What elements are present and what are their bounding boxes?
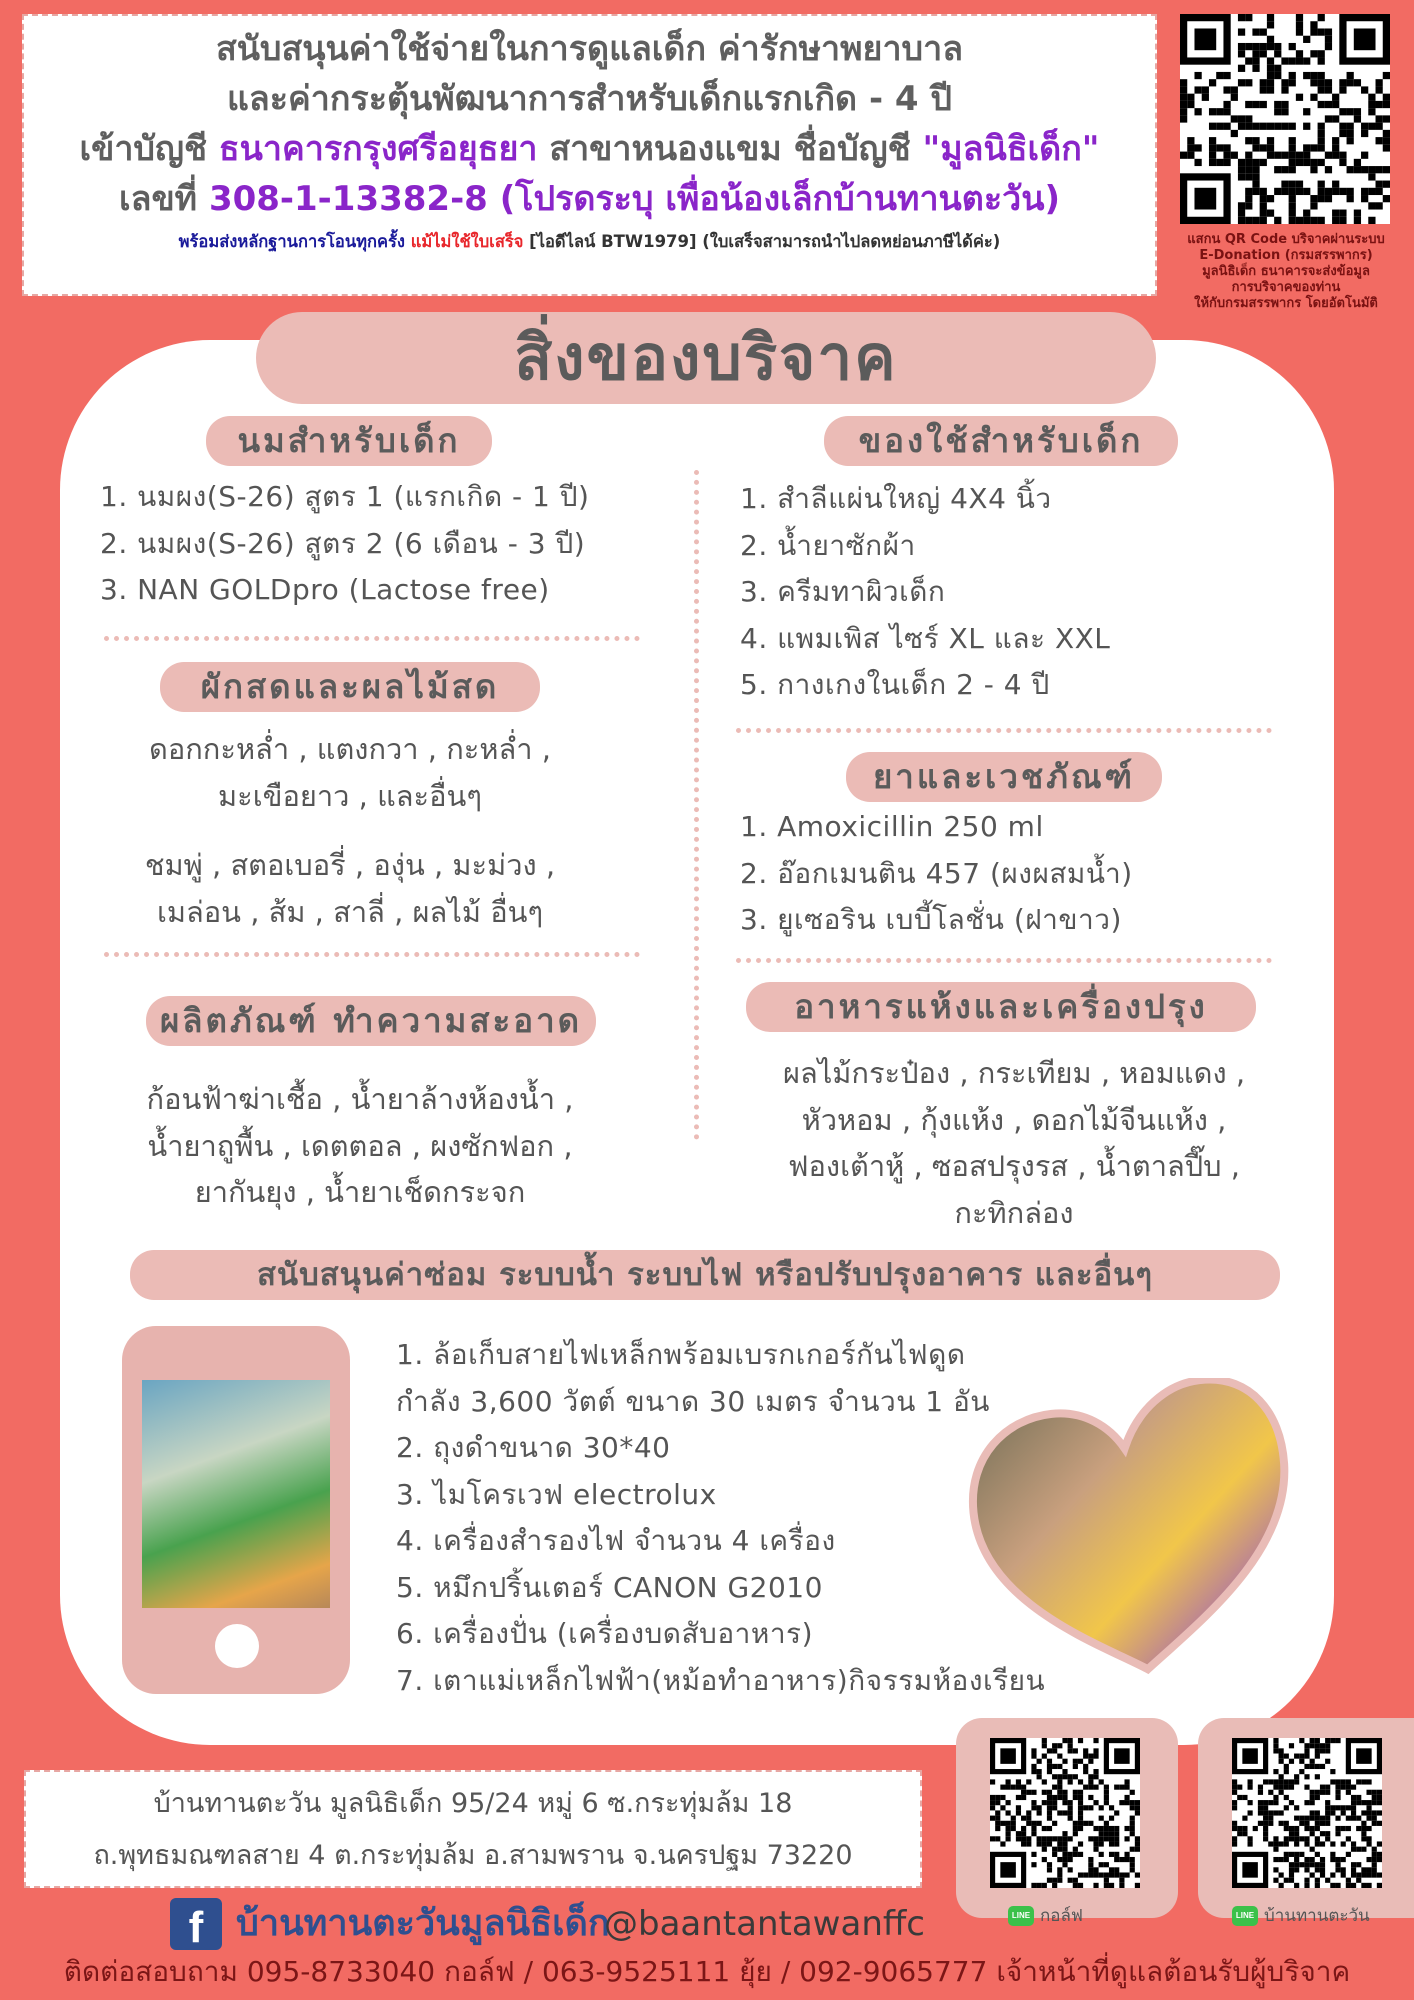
account-number: 308-1-13382-8 <box>208 179 488 219</box>
list-item: 4. เครื่องสำรองไฟ จำนวน 4 เครื่อง <box>396 1524 836 1557</box>
vegetable-list: ดอกกะหล่ำ , แตงกวา , กะหล่ำ , มะเขือยาว , และอื่นๆ <box>149 732 551 813</box>
medicine-list <box>740 804 1133 944</box>
divider <box>104 636 640 641</box>
divider <box>736 728 1272 733</box>
list-item: 6. เครื่องปั่น (เครื่องบดสับอาหาร) <box>396 1617 814 1650</box>
facebook-page-name[interactable]: บ้านทานตะวันมูลนิธิเด็ก <box>236 1903 610 1944</box>
cleaning-section-title: ผลิตภัณฑ์ ทำความสะอาด <box>146 996 596 1046</box>
qr-caption: แสกน QR Code บริจาคผ่านระบบ E-Donation (กรมสรรพากร) มูลนิธิเด็ก ธนาคารจะส่งข้อมูล การบริจาคของท่าน ให้กับกรมสรรพากร โดยอัตโนมัติ <box>1187 232 1385 311</box>
bank-name: ธนาคารกรุงศรีอยุธยา <box>218 129 538 169</box>
account-note: (โปรดระบุ เพื่อน้องเล็กบ้านทานตะวัน) <box>499 179 1060 219</box>
produce-section-title: ผักสดและผลไม้สด <box>160 662 540 712</box>
list-item: 5. หมึกปริ้นเตอร์ CANON G2010 <box>396 1570 823 1604</box>
list-item: 2. ถุงดำขนาด 30*40 <box>396 1431 671 1464</box>
list-item: 3. ไมโครเวฟ electrolux <box>396 1477 717 1511</box>
list-item: กำลัง 3,600 วัตต์ ขนาด 30 เมตร จำนวน 1 อัน <box>396 1384 990 1418</box>
list-item: 1. สำลีแผ่นใหญ่ 4X4 นิ้ว <box>740 482 1052 515</box>
list-item: 2. อ๊อกเมนติน 457 (ผงผสมน้ำ) <box>740 856 1133 890</box>
line-qr-baantantawan[interactable] <box>1232 1738 1382 1888</box>
address-line-1: บ้านทานตะวัน มูลนิธิเด็ก 95/24 หมู่ 6 ซ.กระทุ่มล้ม 18 <box>153 1788 793 1819</box>
list-item: 7. เตาแม่เหล็กไฟฟ้า(หม้อทำอาหาร)กิจรรมห้องเรียน <box>396 1663 1046 1697</box>
account-name: "มูลนิธิเด็ก" <box>922 129 1100 169</box>
address-box <box>24 1770 922 1888</box>
list-item: 5. กางเกงในเด็ก 2 - 4 ปี <box>740 668 1050 701</box>
list-item: 2. นมผง(S-26) สูตร 2 (6 เดือน - 3 ปี) <box>100 526 586 560</box>
fruit-list: ชมพู่ , สตอเบอรี่ , องุ่น , มะม่วง , เมล่อน , ส้ม , สาลี่ , ผลไม้ อื่นๆ <box>144 848 556 929</box>
header-line-2: และค่ากระตุ้นพัฒนาการสำหรับเด็กแรกเกิด - 4 ปี <box>227 79 952 119</box>
list-item: 1. นมผง(S-26) สูตร 1 (แรกเกิด - 1 ปี) <box>100 480 590 513</box>
line-icon: LINE <box>1008 1906 1034 1926</box>
list-item: 1. Amoxicillin 250 ml <box>740 810 1044 843</box>
repair-list <box>396 1332 1045 1704</box>
dry-food-section-title: อาหารแห้งและเครื่องปรุง <box>746 982 1256 1032</box>
medicine-section-title: ยาและเวชภัณฑ์ <box>846 752 1162 802</box>
kid-supplies-section-title: ของใช้สำหรับเด็ก <box>824 416 1178 466</box>
header-line-4: เลขที่ 308-1-13382-8 (โปรดระบุ เพื่อน้องเล็กบ้านทานตะวัน) <box>118 179 1060 219</box>
line-icon: LINE <box>1232 1906 1258 1926</box>
phone-home-button <box>215 1624 259 1668</box>
list-item: 3. NAN GOLDpro (Lactose free) <box>100 573 550 606</box>
donation-title: สิ่งของบริจาค <box>256 312 1156 404</box>
address-line-2: ถ.พุทธมณฑลสาย 4 ต.กระทุ่มล้ม อ.สามพราน จ.นครปฐม 73220 <box>93 1840 853 1871</box>
list-item: 1. ล้อเก็บสายไฟเหล็กพร้อมเบรกเกอร์กันไฟดูด <box>396 1338 966 1371</box>
divider <box>736 958 1272 963</box>
list-item: 2. น้ำยาซักผ้า <box>740 528 916 562</box>
milk-list <box>100 474 589 614</box>
facebook-icon[interactable]: f <box>170 1898 222 1950</box>
dry-food-list: ผลไม้กระป๋อง , กระเทียม , หอมแดง , หัวหอม , กุ้งแห้ง , ดอกไม้จีนแห้ง , ฟองเต้าหู้ , ซอสปรุงรส , น้ำตาลปี๊บ , กะทิกล่อง <box>782 1056 1246 1230</box>
e-donation-qr-code[interactable] <box>1180 14 1390 224</box>
facebook-handle[interactable]: @baantantawanffc <box>604 1904 925 1944</box>
kid-supplies-list <box>740 476 1110 709</box>
line-contact-label: บ้านทานตะวัน <box>1264 1906 1370 1926</box>
header-line-1: สนับสนุนค่าใช้จ่ายในการดูแลเด็ก ค่ารักษาพยาบาล <box>215 29 964 69</box>
column-divider <box>694 470 699 1140</box>
cleaning-list: ก้อนฟ้าฆ่าเชื้อ , น้ำยาล้างห้องน้ำ , น้ำยาถูพื้น , เดตตอล , ผงซักฟอก , ยากันยุง , น้ำยาเช็ดกระจก <box>146 1082 574 1209</box>
line-qr-golf[interactable] <box>990 1738 1140 1888</box>
repair-section-title: สนับสนุนค่าซ่อม ระบบน้ำ ระบบไฟ หรือปรับปรุงอาคาร และอื่นๆ <box>130 1250 1280 1300</box>
list-item: 3. ยูเซอริน เบบี้โลชั่น (ฝาขาว) <box>740 903 1122 936</box>
heart-photo <box>968 1378 1298 1678</box>
transfer-note: พร้อมส่งหลักฐานการโอนทุกครั้ง แม้ไม่ใช้ใบเสร็จ [ไอดีไลน์ BTW1979] (ใบเสร็จสามารถนำไปลดหย่อนภาษีได้ค่ะ) <box>178 232 1001 251</box>
list-item: 3. ครีมทาผิวเด็ก <box>740 575 946 608</box>
list-item: 4. แพมเพิส ไซร์ XL และ XXL <box>740 621 1111 655</box>
milk-section-title: นมสำหรับเด็ก <box>206 416 492 466</box>
header-line-3: เข้าบัญชี ธนาคารกรุงศรีอยุธยา สาขาหนองแขม ชื่อบัญชี "มูลนิธิเด็ก" <box>79 129 1100 169</box>
line-contact-label: กอล์ฟ <box>1040 1906 1083 1926</box>
children-photo <box>142 1380 330 1608</box>
divider <box>104 952 640 957</box>
donation-header <box>22 14 1157 296</box>
contact-phone-numbers: ติดต่อสอบถาม 095-8733040 กอล์ฟ / 063-9525111 ยุ้ย / 092-9065777 เจ้าหน้าที่ดูแลต้อนรับผู้บริจาค <box>63 1955 1351 1988</box>
